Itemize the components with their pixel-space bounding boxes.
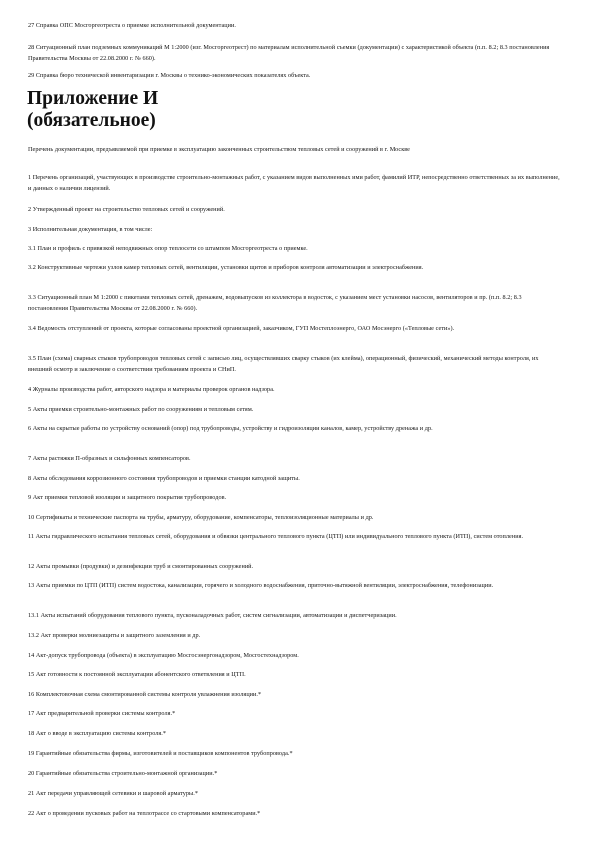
list-item: 19 Гарантийные обязательства фирмы, изготовителей и поставщиков компонентов трубопровода.*	[28, 750, 293, 757]
list-item: 12 Акты промывки (продувки) и дезинфекции труб и смонтированных сооружений.	[28, 563, 254, 570]
list-item: 3.5 План (схема) сварных стыков трубопроводов тепловых сетей с записью лиц, осуществлявших сварку стыков (их клейма), операционный, физический, механический методы контроля, их внешний осмотр и заключение о соответствии требованиям проекта и СНиП.	[28, 355, 539, 373]
list-item: 3.1 План и профиль с привязкой неподвижных опор теплосети со штампом Мосгоргеотреста о приемке.	[28, 245, 308, 252]
list-item: 4 Журналы производства работ, авторского надзора и материалы проверок органов надзора.	[28, 386, 275, 393]
paragraph-29: 29 Справка бюро технической инвентаризации г. Москвы о технико-экономических показателях объекта.	[28, 72, 311, 79]
list-item: 22 Акт о проведении пусковых работ на теплотрассе со стартовыми компенсаторами.*	[28, 810, 261, 817]
list-item: 10 Сертификаты и технические паспорта на трубы, арматуру, оборудование, компенсаторы, теплоизоляционные материалы и др.	[28, 514, 374, 521]
paragraph-27: 27 Справка ОПС Мосгоргеотреста о приемке исполнительной документации.	[28, 22, 236, 29]
list-item: 17 Акт предварительной проверки системы контроля.*	[28, 710, 176, 717]
list-item: 16 Комплектовочная схема смонтированной системы контроля увлажнения изоляции.*	[28, 691, 262, 698]
list-item: 7 Акты растяжки П-образных и сильфонных компенсаторов.	[28, 455, 191, 462]
list-item: 1 Перечень организаций, участвующих в производстве строительно-монтажных работ, с указанием видов выполненных ими работ, фамилий ИТР, непосредственно ответственных за их выполнение, и данных о наличии лицензий.	[28, 174, 560, 192]
list-item: 13.2 Акт проверки молниезащиты и защитного заземления и др.	[28, 632, 201, 639]
list-item: 11 Акты гидравлического испытания тепловых сетей, оборудования и обвязки центрального теплового пункта (ЦТП) или индивидуального теплового пункта (ИТП), систем отопления.	[28, 533, 524, 540]
list-item: 13.1 Акты испытаний оборудования теплового пункта, пусконаладочных работ, систем сигнализации, автоматизации и диспетчеризации.	[28, 612, 397, 619]
list-item: 15 Акт готовности к постоянной эксплуатации абонентского ответвления и ЦТП.	[28, 671, 246, 678]
list-item: 6 Акты на скрытые работы по устройству оснований (опор) под трубопроводы, устройству и гидроизоляции каналов, камер, устройству дренажа и др.	[28, 425, 433, 432]
appendix-intro: Перечень документации, предъявляемой при приемке в эксплуатацию законченных строительством тепловых сетей и сооружений в г. Москве	[28, 146, 410, 153]
list-item: 3.2 Конструктивные чертежи узлов камер тепловых сетей, вентиляции, установки щитов и приборов контроля автоматизации и электроснабжения.	[28, 264, 424, 271]
list-item: 8 Акты обследования коррозионного состояния трубопроводов и приемки станции катодной защиты.	[28, 475, 300, 482]
appendix-title	[27, 88, 567, 132]
list-item: 13 Акты приемки по ЦТП (ИТП) систем водостока, канализации, горячего и холодного водоснабжения, приточно-вытяжной вентиляции, электроснабжения, телефонизации.	[28, 582, 494, 589]
list-item: 21 Акт передачи управляющей сетевики и шаровой арматуры.*	[28, 790, 198, 797]
list-item: 9 Акт приемки тепловой изоляции и защитного покрытия трубопроводов.	[28, 494, 227, 501]
list-item: 20 Гарантийные обязательства строительно-монтажной организации.*	[28, 770, 218, 777]
list-item: 18 Акт о вводе в эксплуатацию системы контроля.*	[28, 730, 167, 737]
appendix-title-line2: (обязательное)	[27, 110, 156, 131]
list-item: 2 Утвержденный проект на строительство тепловых сетей и сооружений.	[28, 206, 225, 213]
appendix-title-line1: Приложение И	[27, 88, 159, 109]
list-item: 14 Акт-допуск трубопровода (объекта) в эксплуатацию Мосгосэнергонадзором, Мосгостехнадзором.	[28, 652, 299, 659]
list-item: 3.4 Ведомость отступлений от проекта, которые согласованы проектной организацией, заказчиком, ГУП Мостеплоэнерго, ОАО Мосэнерго («Тепловые сети»).	[28, 325, 455, 332]
list-item: 5 Акты приемки строительно-монтажных работ по сооружениям и тепловым сетям.	[28, 406, 254, 413]
list-item: 3.3 Ситуационный план М 1:2000 с пикетами тепловых сетей, дренажем, водовыпусков из коллектора в водосток, с указанием мест установки насосов, вентиляторов и пр. (п.п. 8.2; 8.3 постановления Правительства Москвы от 22.08.2000 г. № 660).	[28, 294, 522, 312]
list-item: 3 Исполнительная документация, в том числе:	[28, 226, 153, 233]
paragraph-28: 28 Ситуационный план подземных коммуникаций М 1:2000 (изг. Мосгоргеотрест) по материалам исполнительной съемки (документации) с характеристикой объекта (п.п. 8.2; 8.3 постановления Правительства Москвы от 22.08.2000 г. № 660).	[28, 44, 550, 62]
